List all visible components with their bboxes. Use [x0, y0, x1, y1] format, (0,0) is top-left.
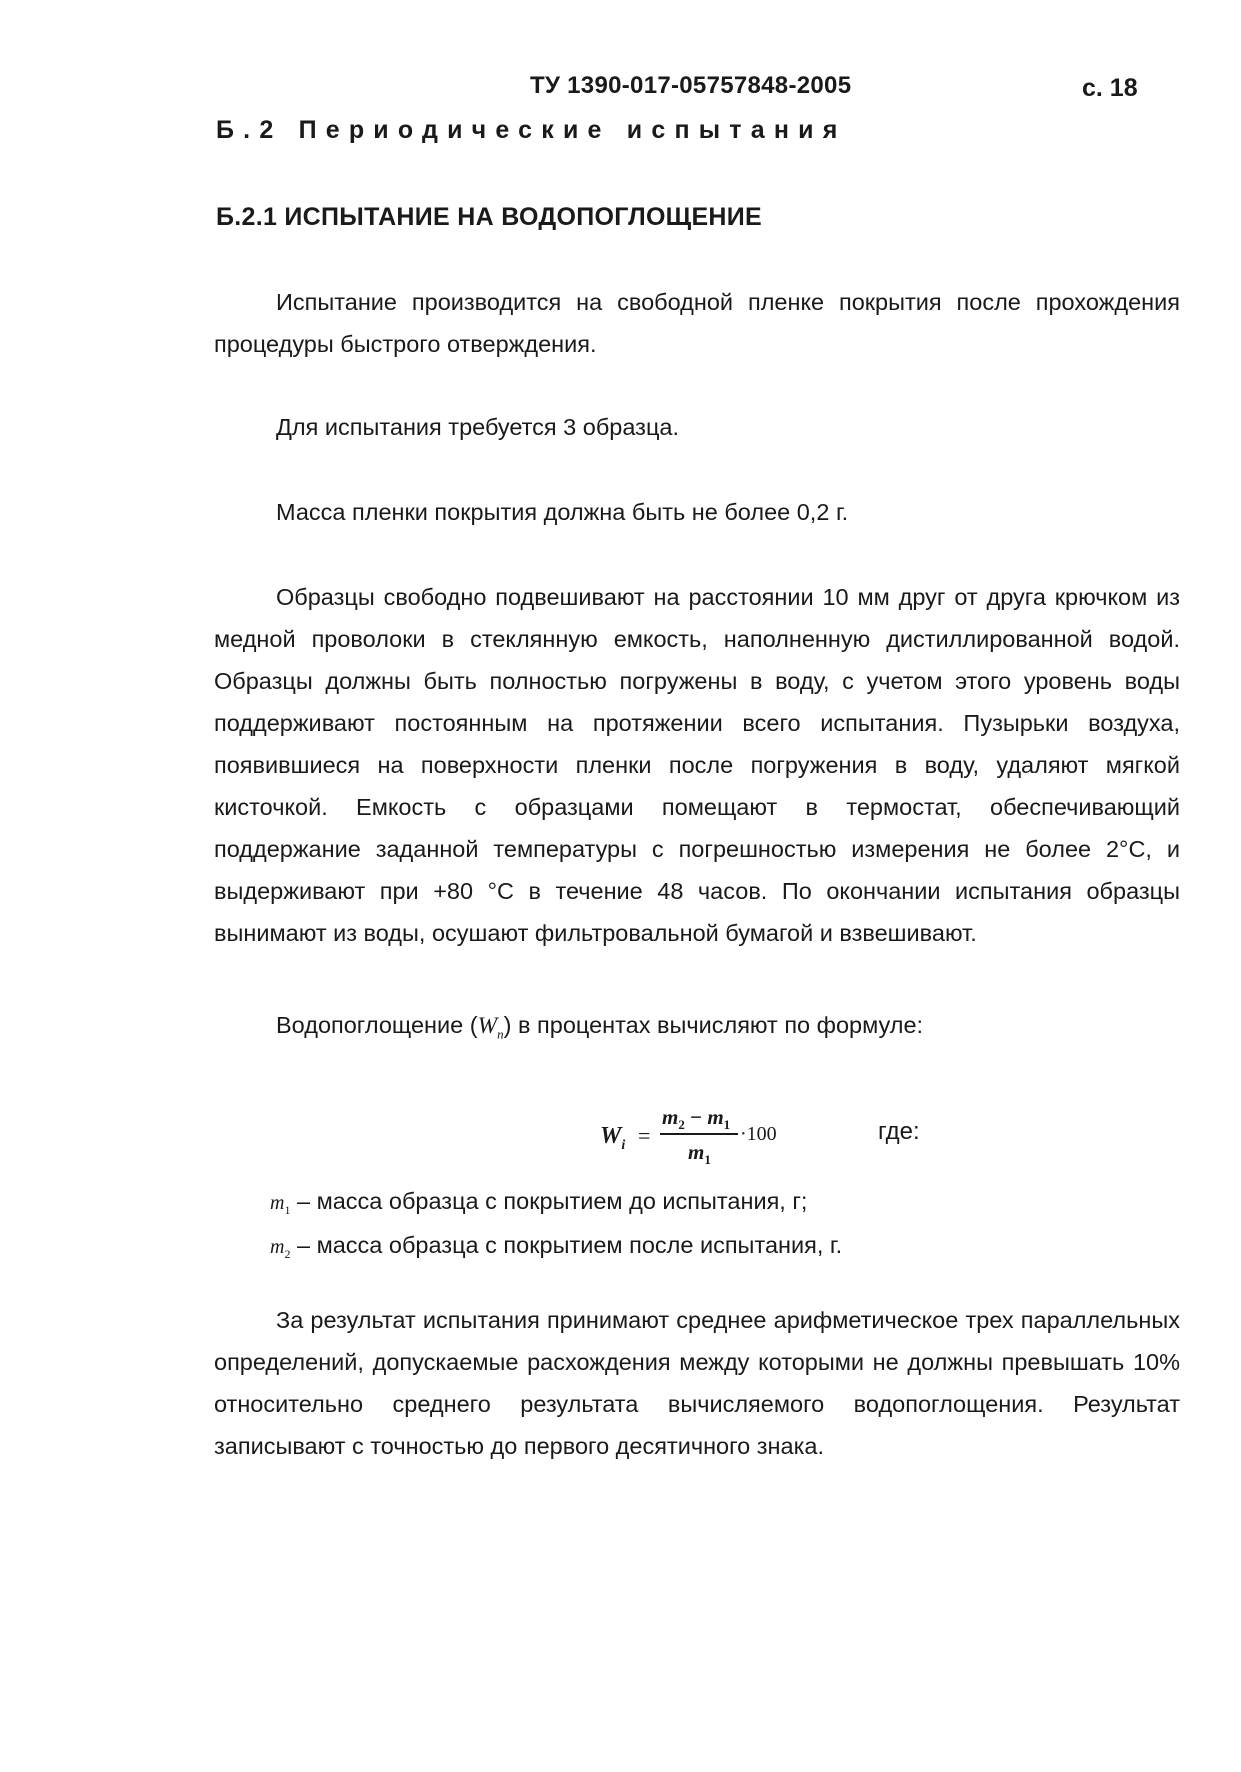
formula-multiplier: ·100	[740, 1123, 777, 1145]
water-absorption-formula	[600, 1105, 780, 1175]
definition-symbol: $m_2$	[270, 1236, 291, 1261]
paragraph-intro: Испытание производится на свободной пленке покрытия после прохождения процедуры быстрого отверждения.	[214, 289, 1180, 357]
paragraph-film-mass: Масса пленки покрытия должна быть не более 0,2 г.	[276, 499, 849, 525]
definition-symbol: $m_1$	[270, 1192, 291, 1217]
paragraph-formula-intro	[276, 1004, 923, 1056]
definition-m1	[270, 1188, 807, 1218]
formula-intro-symbol: $W_п$	[477, 1013, 504, 1042]
formula-intro-before: Водопоглощение (	[276, 1012, 478, 1038]
paragraph-procedure: Образцы свободно подвешивают на расстоянии 10 мм друг от друга крючком из медной проволоки в стеклянную емкость, наполненную дистиллированной водой. Образцы должны быть полностью погружены в воду, с учетом этого уровень воды поддерживают постоянным на протяжении всего испытания. Пузырьки воздуха, появившиеся на поверхности пленки после погружения в воду, удаляют мягкой кисточкой. Емкость с образцами помещают в термостат, обеспечивающий поддержание заданной температуры с погрешностью измерения не более 2°С, и выдерживают при +80 °С в течение 48 часов. По окончании испытания образцы вынимают из воды, осушают фильтровальной бумагой и взвешивают.	[214, 584, 1180, 946]
definition-text: – масса образца с покрытием до испытания, г;	[290, 1188, 808, 1214]
formula-where-label: где:	[878, 1118, 920, 1145]
fraction-bar	[660, 1133, 738, 1135]
paragraph-samples-count: Для испытания требуется 3 образца.	[276, 414, 679, 440]
page-number: с. 18	[1082, 74, 1138, 102]
definition-text: – масса образца с покрытием после испытания, г.	[290, 1232, 843, 1258]
formula-numerator: $m_2 - m_1$	[662, 1105, 731, 1133]
definition-m2	[270, 1232, 842, 1262]
section-title: Б.2 Периодические испытания	[216, 116, 847, 144]
formula-denominator: $m_1$	[688, 1140, 711, 1168]
formula-lhs: $W_і$	[600, 1123, 626, 1153]
document-code: ТУ 1390-017-05757848-2005	[530, 72, 852, 99]
formula-equals: =	[638, 1123, 651, 1148]
paragraph-result: За результат испытания принимают среднее арифметическое трех параллельных определений, допускаемые расхождения между которыми не должны превышать 10% относительно среднего результата вычисляемого водопоглощения. Результат записывают с точностью до первого десятичного знака.	[214, 1307, 1180, 1459]
subsection-title: Б.2.1 ИСПЫТАНИЕ НА ВОДОПОГЛОЩЕНИЕ	[216, 203, 763, 231]
formula-intro-after: ) в процентах вычисляют по формуле:	[503, 1012, 924, 1038]
